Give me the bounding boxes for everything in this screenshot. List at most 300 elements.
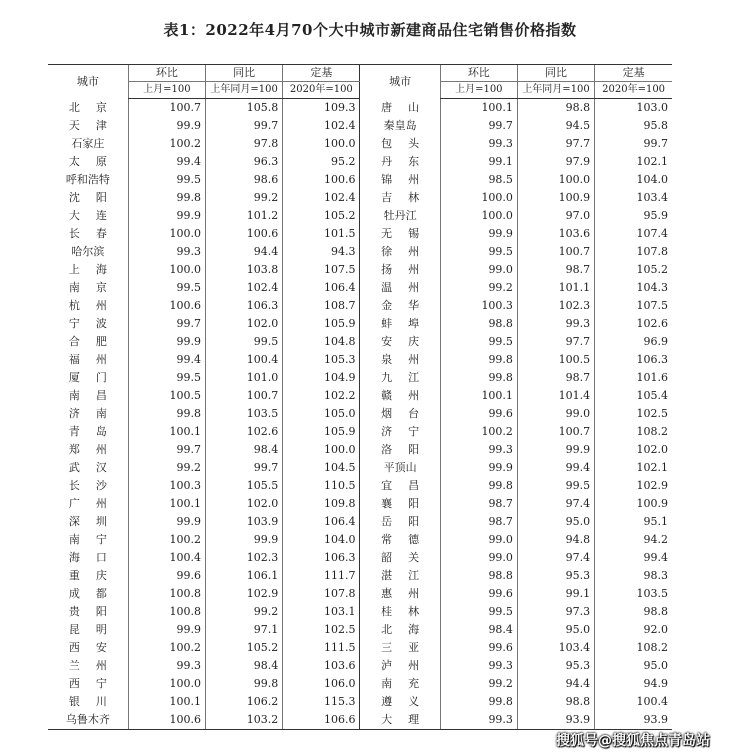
yoy-value-cell: 103.4	[517, 639, 594, 657]
city-name-cell: 扬州	[360, 261, 440, 279]
mom-value-cell: 100.8	[128, 603, 205, 621]
fixed-value-cell: 99.7	[595, 135, 672, 153]
mom-value-cell: 99.0	[440, 261, 517, 279]
table-row	[48, 639, 672, 657]
city-name-cell: 乌鲁木齐	[48, 711, 128, 730]
mom-value-cell: 98.7	[440, 495, 517, 513]
yoy-value-cell: 96.3	[205, 153, 282, 171]
mom-value-cell: 99.5	[440, 333, 517, 351]
yoy-value-cell: 99.7	[205, 117, 282, 135]
mom-value-cell: 99.7	[128, 441, 205, 459]
fixed-value-cell: 104.9	[283, 369, 360, 387]
table-row	[48, 189, 672, 207]
yoy-value-cell: 95.3	[517, 567, 594, 585]
fixed-value-cell: 109.8	[283, 495, 360, 513]
col-header-yoy-left: 同比	[205, 65, 282, 82]
yoy-value-cell: 94.5	[517, 117, 594, 135]
city-name-cell: 济宁	[360, 423, 440, 441]
fixed-value-cell: 106.0	[283, 675, 360, 693]
mom-value-cell: 100.1	[128, 495, 205, 513]
mom-value-cell: 98.7	[440, 513, 517, 531]
yoy-value-cell: 102.4	[205, 279, 282, 297]
table-row	[48, 153, 672, 171]
table-row	[48, 135, 672, 153]
city-name-cell: 金华	[360, 297, 440, 315]
mom-value-cell: 99.7	[128, 315, 205, 333]
city-name-cell: 太原	[68, 155, 123, 168]
mom-value-cell: 99.3	[440, 657, 517, 675]
city-name-cell: 桂林	[360, 603, 440, 621]
mom-value-cell: 99.6	[440, 405, 517, 423]
fixed-value-cell: 106.6	[283, 711, 360, 730]
city-name-cell: 惠州	[360, 585, 440, 603]
fixed-value-cell: 94.3	[283, 243, 360, 261]
mom-value-cell: 99.3	[128, 657, 205, 675]
yoy-value-cell: 102.9	[205, 585, 282, 603]
fixed-value-cell: 93.9	[595, 711, 672, 730]
mom-value-cell: 100.6	[128, 297, 205, 315]
yoy-value-cell: 99.7	[205, 459, 282, 477]
city-name-cell: 无锡	[360, 225, 440, 243]
table-row	[48, 711, 672, 730]
mom-value-cell: 99.0	[440, 531, 517, 549]
fixed-value-cell: 102.1	[595, 153, 672, 171]
table-row	[48, 171, 672, 189]
fixed-value-cell: 104.8	[283, 333, 360, 351]
city-name-cell: 洛阳	[360, 441, 440, 459]
city-name-cell: 蚌埠	[360, 315, 440, 333]
city-name-cell: 泉州	[360, 351, 440, 369]
fixed-value-cell: 100.0	[283, 135, 360, 153]
city-name-cell: 北京	[68, 100, 123, 114]
mom-value-cell: 99.9	[128, 621, 205, 639]
fixed-value-cell: 98.3	[595, 567, 672, 585]
fixed-value-cell: 105.2	[283, 207, 360, 225]
yoy-value-cell: 105.8	[205, 99, 282, 118]
fixed-value-cell: 105.0	[283, 405, 360, 423]
yoy-value-cell: 98.8	[517, 99, 594, 118]
table-row	[48, 513, 672, 531]
mom-value-cell: 99.5	[440, 603, 517, 621]
city-name-cell: 重庆	[68, 569, 123, 582]
city-name-cell: 大理	[360, 711, 440, 730]
fixed-value-cell: 102.4	[283, 189, 360, 207]
fixed-value-cell: 104.0	[283, 531, 360, 549]
fixed-value-cell: 104.3	[595, 279, 672, 297]
city-name-cell: 成都	[68, 587, 123, 600]
city-name-cell: 吉林	[360, 189, 440, 207]
mom-value-cell: 100.1	[128, 693, 205, 711]
mom-value-cell: 100.5	[128, 387, 205, 405]
mom-value-cell: 99.9	[440, 459, 517, 477]
mom-value-cell: 99.9	[128, 333, 205, 351]
yoy-value-cell: 93.9	[517, 711, 594, 730]
city-name-cell: 常德	[360, 531, 440, 549]
yoy-value-cell: 103.8	[205, 261, 282, 279]
yoy-value-cell: 103.5	[205, 405, 282, 423]
mom-value-cell: 99.6	[128, 567, 205, 585]
mom-value-cell: 99.2	[440, 279, 517, 297]
table-row	[48, 441, 672, 459]
fixed-value-cell: 95.8	[595, 117, 672, 135]
fixed-value-cell: 100.0	[283, 441, 360, 459]
city-name-cell: 韶关	[360, 549, 440, 567]
yoy-value-cell: 99.0	[517, 405, 594, 423]
city-name-cell: 广州	[68, 497, 123, 510]
yoy-value-cell: 101.1	[517, 279, 594, 297]
yoy-value-cell: 98.7	[517, 369, 594, 387]
yoy-value-cell: 106.3	[205, 297, 282, 315]
mom-value-cell: 99.9	[128, 117, 205, 135]
fixed-value-cell: 106.3	[283, 549, 360, 567]
mom-value-cell: 99.8	[128, 405, 205, 423]
yoy-value-cell: 100.5	[517, 351, 594, 369]
fixed-value-cell: 106.4	[283, 279, 360, 297]
fixed-value-cell: 107.5	[283, 261, 360, 279]
table-row	[48, 567, 672, 585]
mom-value-cell: 99.9	[128, 513, 205, 531]
yoy-value-cell: 99.9	[517, 441, 594, 459]
fixed-value-cell: 103.5	[595, 585, 672, 603]
mom-value-cell: 100.1	[440, 387, 517, 405]
mom-value-cell: 99.2	[128, 459, 205, 477]
col-header-fixed-right: 定基	[595, 65, 672, 82]
fixed-value-cell: 96.9	[595, 333, 672, 351]
mom-value-cell: 99.3	[440, 441, 517, 459]
mom-value-cell: 99.3	[128, 243, 205, 261]
mom-value-cell: 100.1	[440, 99, 517, 118]
city-name-cell: 青岛	[68, 425, 123, 438]
yoy-value-cell: 97.7	[517, 135, 594, 153]
mom-value-cell: 100.6	[128, 711, 205, 730]
city-name-cell: 福州	[68, 353, 123, 366]
base-label-yoy-left: 上年同月=100	[205, 82, 282, 99]
yoy-value-cell: 101.0	[205, 369, 282, 387]
table-row	[48, 369, 672, 387]
mom-value-cell: 99.7	[440, 117, 517, 135]
col-header-city-left: 城市	[48, 65, 128, 99]
yoy-value-cell: 98.8	[517, 693, 594, 711]
table-row	[48, 207, 672, 225]
base-label-mom-right: 上月=100	[440, 82, 517, 99]
mom-value-cell: 100.1	[128, 423, 205, 441]
fixed-value-cell: 105.9	[283, 423, 360, 441]
mom-value-cell: 99.3	[440, 711, 517, 730]
yoy-value-cell: 95.3	[517, 657, 594, 675]
table-row	[48, 351, 672, 369]
fixed-value-cell: 95.2	[283, 153, 360, 171]
fixed-value-cell: 102.6	[595, 315, 672, 333]
fixed-value-cell: 103.6	[283, 657, 360, 675]
city-name-cell: 天津	[68, 119, 123, 132]
mom-value-cell: 100.2	[440, 423, 517, 441]
mom-value-cell: 98.5	[440, 171, 517, 189]
fixed-value-cell: 101.5	[283, 225, 360, 243]
mom-value-cell: 99.4	[128, 153, 205, 171]
col-header-city-right: 城市	[360, 65, 440, 99]
fixed-value-cell: 109.3	[283, 99, 360, 118]
base-label-mom-left: 上月=100	[128, 82, 205, 99]
city-name-cell: 呼和浩特	[65, 173, 110, 186]
city-name-cell: 锦州	[360, 171, 440, 189]
city-name-cell: 烟台	[360, 405, 440, 423]
yoy-value-cell: 100.7	[205, 387, 282, 405]
fixed-value-cell: 103.0	[595, 99, 672, 118]
table-row	[48, 387, 672, 405]
fixed-value-cell: 111.5	[283, 639, 360, 657]
fixed-value-cell: 103.4	[595, 189, 672, 207]
table-row	[48, 423, 672, 441]
mom-value-cell: 99.8	[440, 693, 517, 711]
mom-value-cell: 99.9	[128, 207, 205, 225]
yoy-value-cell: 100.6	[205, 225, 282, 243]
city-name-cell: 南京	[68, 281, 123, 294]
yoy-value-cell: 102.0	[205, 495, 282, 513]
city-name-cell: 南宁	[68, 533, 123, 546]
yoy-value-cell: 102.3	[205, 549, 282, 567]
mom-value-cell: 99.8	[128, 189, 205, 207]
city-name-cell: 丹东	[360, 153, 440, 171]
yoy-value-cell: 100.7	[517, 423, 594, 441]
yoy-value-cell: 97.7	[517, 333, 594, 351]
city-name-cell: 宜昌	[360, 477, 440, 495]
city-name-cell: 长春	[68, 227, 123, 240]
table-row	[48, 531, 672, 549]
table-row	[48, 549, 672, 567]
yoy-value-cell: 98.7	[517, 261, 594, 279]
yoy-value-cell: 99.9	[205, 531, 282, 549]
mom-value-cell: 99.3	[440, 135, 517, 153]
yoy-value-cell: 97.1	[205, 621, 282, 639]
mom-value-cell: 99.5	[128, 171, 205, 189]
city-name-cell: 温州	[360, 279, 440, 297]
yoy-value-cell: 105.5	[205, 477, 282, 495]
mom-value-cell: 99.5	[128, 369, 205, 387]
col-header-mom-right: 环比	[440, 65, 517, 82]
yoy-value-cell: 105.2	[205, 639, 282, 657]
mom-value-cell: 100.2	[128, 135, 205, 153]
city-name-cell: 武汉	[68, 461, 123, 474]
table-row	[48, 405, 672, 423]
table-row	[48, 693, 672, 711]
city-name-cell: 济南	[68, 407, 123, 420]
yoy-value-cell: 99.5	[517, 477, 594, 495]
fixed-value-cell: 110.5	[283, 477, 360, 495]
fixed-value-cell: 103.1	[283, 603, 360, 621]
mom-value-cell: 98.4	[440, 621, 517, 639]
mom-value-cell: 99.1	[440, 153, 517, 171]
city-name-cell: 南充	[360, 675, 440, 693]
fixed-value-cell: 104.5	[283, 459, 360, 477]
mom-value-cell: 99.5	[128, 279, 205, 297]
mom-value-cell: 100.2	[128, 531, 205, 549]
mom-value-cell: 100.3	[440, 297, 517, 315]
yoy-value-cell: 95.0	[517, 621, 594, 639]
city-name-cell: 西宁	[68, 677, 123, 690]
fixed-value-cell: 111.7	[283, 567, 360, 585]
table-row	[48, 603, 672, 621]
mom-value-cell: 100.2	[128, 639, 205, 657]
mom-value-cell: 99.9	[440, 225, 517, 243]
mom-value-cell: 100.0	[440, 189, 517, 207]
col-header-yoy-right: 同比	[517, 65, 594, 82]
yoy-value-cell: 103.2	[205, 711, 282, 730]
yoy-value-cell: 98.6	[205, 171, 282, 189]
mom-value-cell: 99.0	[440, 549, 517, 567]
table-row	[48, 657, 672, 675]
table-row	[48, 225, 672, 243]
yoy-value-cell: 101.2	[205, 207, 282, 225]
watermark: 搜狐号@搜狐焦点青岛站	[556, 733, 710, 749]
table-row	[48, 297, 672, 315]
price-index-table	[48, 64, 672, 730]
mom-value-cell: 99.6	[440, 585, 517, 603]
city-name-cell: 上海	[68, 263, 123, 276]
fixed-value-cell: 98.8	[595, 603, 672, 621]
base-label-fixed-left: 2020年=100	[283, 82, 360, 99]
col-header-mom-left: 环比	[128, 65, 205, 82]
fixed-value-cell: 92.0	[595, 621, 672, 639]
yoy-value-cell: 102.6	[205, 423, 282, 441]
mom-value-cell: 99.8	[440, 369, 517, 387]
city-name-cell: 徐州	[360, 243, 440, 261]
yoy-value-cell: 98.4	[205, 441, 282, 459]
city-name-cell: 湛江	[360, 567, 440, 585]
fixed-value-cell: 95.9	[595, 207, 672, 225]
mom-value-cell: 100.0	[128, 675, 205, 693]
table-row	[48, 675, 672, 693]
city-name-cell: 北海	[360, 621, 440, 639]
city-name-cell: 杭州	[68, 299, 123, 312]
fixed-value-cell: 107.8	[595, 243, 672, 261]
table-row	[48, 621, 672, 639]
yoy-value-cell: 101.4	[517, 387, 594, 405]
mom-value-cell: 100.3	[128, 477, 205, 495]
mom-value-cell: 100.0	[128, 225, 205, 243]
mom-value-cell: 100.4	[128, 549, 205, 567]
mom-value-cell: 99.4	[128, 351, 205, 369]
col-header-fixed-left: 定基	[283, 65, 360, 82]
yoy-value-cell: 94.4	[517, 675, 594, 693]
city-name-cell: 合肥	[68, 335, 123, 348]
city-name-cell: 襄阳	[360, 495, 440, 513]
yoy-value-cell: 100.7	[517, 243, 594, 261]
city-name-cell: 三亚	[360, 639, 440, 657]
city-name-cell: 哈尔滨	[71, 245, 105, 258]
city-name-cell: 长沙	[68, 479, 123, 492]
fixed-value-cell: 106.3	[595, 351, 672, 369]
yoy-value-cell: 97.4	[517, 495, 594, 513]
city-name-cell: 郑州	[68, 443, 123, 456]
yoy-value-cell: 106.1	[205, 567, 282, 585]
mom-value-cell: 99.6	[440, 639, 517, 657]
yoy-value-cell: 99.8	[205, 675, 282, 693]
fixed-value-cell: 102.5	[283, 621, 360, 639]
yoy-value-cell: 99.2	[205, 603, 282, 621]
yoy-value-cell: 99.4	[517, 459, 594, 477]
fixed-value-cell: 105.3	[283, 351, 360, 369]
table-row	[48, 495, 672, 513]
city-name-cell: 九江	[360, 369, 440, 387]
mom-value-cell: 98.8	[440, 315, 517, 333]
city-name-cell: 秦皇岛	[360, 117, 440, 135]
yoy-value-cell: 97.8	[205, 135, 282, 153]
table-title: 表1：2022年4月70个大中城市新建商品住宅销售价格指数	[163, 21, 577, 39]
fixed-value-cell: 100.6	[283, 171, 360, 189]
city-name-cell: 大连	[68, 209, 123, 222]
mom-value-cell: 100.0	[128, 261, 205, 279]
city-name-cell: 海口	[68, 551, 123, 564]
fixed-value-cell: 108.7	[283, 297, 360, 315]
city-name-cell: 遵义	[360, 693, 440, 711]
fixed-value-cell: 102.5	[595, 405, 672, 423]
city-name-cell: 西安	[68, 641, 123, 654]
fixed-value-cell: 94.2	[595, 531, 672, 549]
yoy-value-cell: 99.5	[205, 333, 282, 351]
yoy-value-cell: 99.1	[517, 585, 594, 603]
yoy-value-cell: 103.6	[517, 225, 594, 243]
city-name-cell: 岳阳	[360, 513, 440, 531]
fixed-value-cell: 102.2	[283, 387, 360, 405]
yoy-value-cell: 100.0	[517, 171, 594, 189]
yoy-value-cell: 99.2	[205, 189, 282, 207]
city-name-cell: 唐山	[360, 99, 440, 118]
yoy-value-cell: 97.9	[517, 153, 594, 171]
fixed-value-cell: 100.4	[595, 693, 672, 711]
table-row	[48, 315, 672, 333]
yoy-value-cell: 103.9	[205, 513, 282, 531]
yoy-value-cell: 106.2	[205, 693, 282, 711]
table-row	[48, 99, 672, 118]
mom-value-cell: 99.5	[440, 243, 517, 261]
fixed-value-cell: 95.0	[595, 657, 672, 675]
yoy-value-cell: 98.4	[205, 657, 282, 675]
yoy-value-cell: 97.0	[517, 207, 594, 225]
yoy-value-cell: 100.4	[205, 351, 282, 369]
fixed-value-cell: 105.4	[595, 387, 672, 405]
fixed-value-cell: 101.6	[595, 369, 672, 387]
city-name-cell: 南昌	[68, 389, 123, 402]
table-row	[48, 459, 672, 477]
mom-value-cell: 100.8	[128, 585, 205, 603]
city-name-cell: 石家庄	[71, 137, 105, 150]
base-label-yoy-right: 上年同月=100	[517, 82, 594, 99]
table-row	[48, 477, 672, 495]
yoy-value-cell: 94.4	[205, 243, 282, 261]
mom-value-cell: 99.8	[440, 477, 517, 495]
base-label-fixed-right: 2020年=100	[595, 82, 672, 99]
city-name-cell: 贵阳	[68, 605, 123, 618]
city-name-cell: 泸州	[360, 657, 440, 675]
fixed-value-cell: 108.2	[595, 423, 672, 441]
yoy-value-cell: 100.9	[517, 189, 594, 207]
fixed-value-cell: 102.1	[595, 459, 672, 477]
mom-value-cell: 98.8	[440, 567, 517, 585]
city-name-cell: 宁波	[68, 317, 123, 330]
city-name-cell: 平顶山	[360, 459, 440, 477]
city-name-cell: 兰州	[68, 659, 123, 672]
yoy-value-cell: 102.0	[205, 315, 282, 333]
table-row	[48, 243, 672, 261]
city-name-cell: 安庆	[360, 333, 440, 351]
table-body	[48, 99, 672, 730]
table-row	[48, 585, 672, 603]
city-name-cell: 银川	[68, 695, 123, 708]
fixed-value-cell: 115.3	[283, 693, 360, 711]
fixed-value-cell: 108.2	[595, 639, 672, 657]
mom-value-cell: 99.8	[440, 351, 517, 369]
table-row	[48, 117, 672, 135]
